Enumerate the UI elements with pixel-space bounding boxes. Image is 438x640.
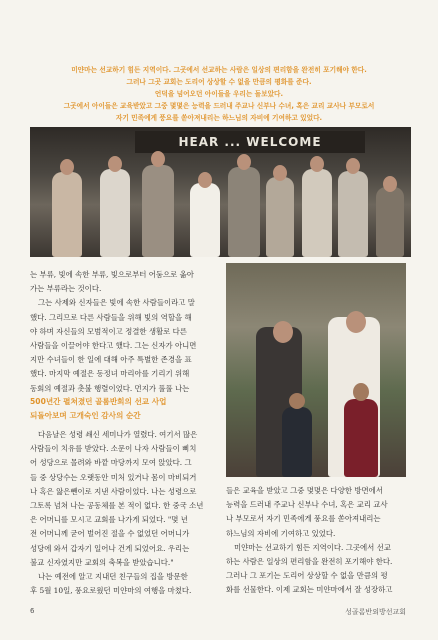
text-line: 들은 교육을 받았고 그중 몇몇은 다양한 방면에서 — [226, 486, 383, 495]
intro-line: 미얀마는 선교하기 힘든 지역이다. 그곳에서 선교하는 사람은 일상의 편리함을 완전히 포기해야 한다. — [71, 66, 367, 74]
photo-figure — [190, 183, 220, 257]
intro-line: 그곳에서 아이들은 교육받았고 그중 몇몇은 능력을 드러내 주교나 신부나 수녀, 혹은 교리 교사나 부모로서 — [63, 102, 375, 110]
photo-figure-head — [353, 383, 369, 401]
page-number: 6 — [30, 607, 35, 615]
body-text-left-bottom — [30, 428, 220, 598]
text-line: 가는 부류라는 것이다. — [30, 284, 102, 294]
text-line: 그토록 넘쳐 나는 공동체를 본 적이 없다. 한 중국 소년 — [30, 501, 204, 511]
body-text-left-top — [30, 268, 220, 396]
photo-figure-head — [273, 165, 287, 181]
text-line: 나 부모로서 자기 민족에게 풍요를 쏟아져내리는 — [226, 514, 381, 524]
photo-figure-head — [198, 172, 212, 188]
intro-line: 언덕을 넘어오던 아이들을 우리는 돌보았다. — [154, 90, 284, 98]
group-photo — [30, 127, 411, 257]
publication-name: 성골롬반외방선교회 — [345, 608, 406, 616]
photo-figure-head — [346, 158, 360, 174]
intro-highlight — [30, 64, 408, 124]
text-line: 사람들이 치유를 받았다. 소문이 나자 사람들이 삐치 — [30, 444, 197, 454]
welcome-banner: HEAR ... WELCOME — [135, 131, 365, 153]
text-line: 했다. 그리므로 다른 사람들을 위해 빛의 역할을 해 — [30, 312, 192, 322]
intro-line: 그러나 그곳 교회는 도리어 상상할 수 없을 만큼의 평화를 준다. — [126, 78, 312, 86]
photo-figure — [100, 169, 130, 257]
photo-figure — [344, 399, 378, 477]
photo-figure — [228, 167, 260, 257]
photo-figure-head — [346, 311, 366, 333]
text-line: 능력을 드러내 주교나 신부나 수녀, 혹은 교리 교사 — [226, 500, 388, 510]
text-line: 미얀마는 선교하기 힘든 지역이다. 그곳에서 선교 — [234, 542, 391, 552]
body-text-right — [226, 484, 408, 598]
text-line: 나는 예전에 알고 지내던 친구들의 집을 방문한 — [38, 572, 188, 582]
priests-children-photo — [226, 263, 406, 477]
text-line: 나 혹은 앓은뺀이로 지낸 사람이었다. 나는 성령으로 — [30, 486, 197, 496]
photo-figure-head — [237, 154, 251, 170]
text-line: 화를 선물한다. 이제 교회는 미얀마에서 잘 성장하고 — [226, 585, 393, 595]
text-line: 는 부류, 빛에 속한 부류, 빛으로부터 어둠으로 옮아 — [30, 270, 194, 279]
photo-figure — [282, 407, 312, 477]
photo-figure — [266, 177, 294, 257]
section-subheading — [30, 395, 220, 423]
text-line: 전 어머니께 굳어 벌어진 절을 수 없었던 어머니가 — [30, 529, 190, 539]
text-line: 했다. 마지막 예절은 동정녀 마리아를 기리기 위해 — [30, 369, 190, 379]
text-line: 하는 사람은 일상의 편리함을 완전히 포기해야 한다. — [226, 557, 393, 567]
text-line: 불교 신자였지만 교회의 축복을 받았습니다." — [30, 557, 174, 567]
text-line: 은 어머니를 모시고 교회를 나가게 되었다. "몇 년 — [30, 515, 188, 525]
text-line: 야 하며 자신들의 모범적이고 정결한 생활로 다른 — [30, 326, 187, 336]
text-line: 그러나 그 포기는 도리어 상상할 수 없을 만큼의 평 — [226, 571, 388, 581]
intro-line: 자기 민족에게 풍요를 쏟아져내리는 하느님의 자비에 기여하고 있었다. — [115, 114, 323, 122]
photo-figure-head — [273, 321, 293, 343]
text-line: 성당에 와서 갑자기 일어나 건게 되었어요. 우리는 — [30, 543, 190, 553]
photo-figure — [142, 165, 174, 257]
text-line: 동회의 예절과 촛불 행렬이었다. 먼지가 풀풀 나는 — [30, 383, 190, 393]
text-line: 그는 사제와 신자들은 빛에 속한 사람들이라고 말 — [38, 298, 195, 308]
text-line: 다음날은 성령 쇄신 세미나가 열렸다. 여기서 많은 — [38, 430, 198, 439]
photo-figure-head — [383, 176, 397, 192]
text-line: 하느님의 자비에 기여하고 있었다. — [226, 528, 336, 538]
text-line: 들 중 상당수는 오랫동안 미처 있거나 몸이 마비되거 — [30, 472, 197, 482]
subheading-line: 되돌아보며 고개숙인 감사의 순간 — [30, 411, 141, 420]
photo-figure — [52, 172, 82, 257]
photo-figure-head — [60, 159, 74, 175]
photo-figure — [376, 187, 404, 257]
text-line: 지만 수녀들이 한 일에 대해 아주 특별한 존경을 표 — [30, 355, 192, 365]
photo-figure — [338, 171, 368, 257]
text-line: 사람들을 이끌어야 한다고 했다. 그는 신자가 아니면 — [30, 341, 197, 351]
photo-figure-head — [289, 393, 305, 409]
text-line: 후 5월 10일, 풍요로웠던 미얀마의 여행을 마쳤다. — [30, 586, 192, 596]
photo-figure-head — [108, 156, 122, 172]
photo-figure-head — [310, 156, 324, 172]
photo-figure-head — [151, 151, 165, 167]
photo-figure — [302, 169, 332, 257]
subheading-line: 500년간 펼쳐졌던 골롬반회의 선교 사업 — [30, 397, 167, 406]
text-line: 어 성당으로 몰려와 바깥 마당까지 모여 앉았다. 그 — [30, 458, 192, 468]
